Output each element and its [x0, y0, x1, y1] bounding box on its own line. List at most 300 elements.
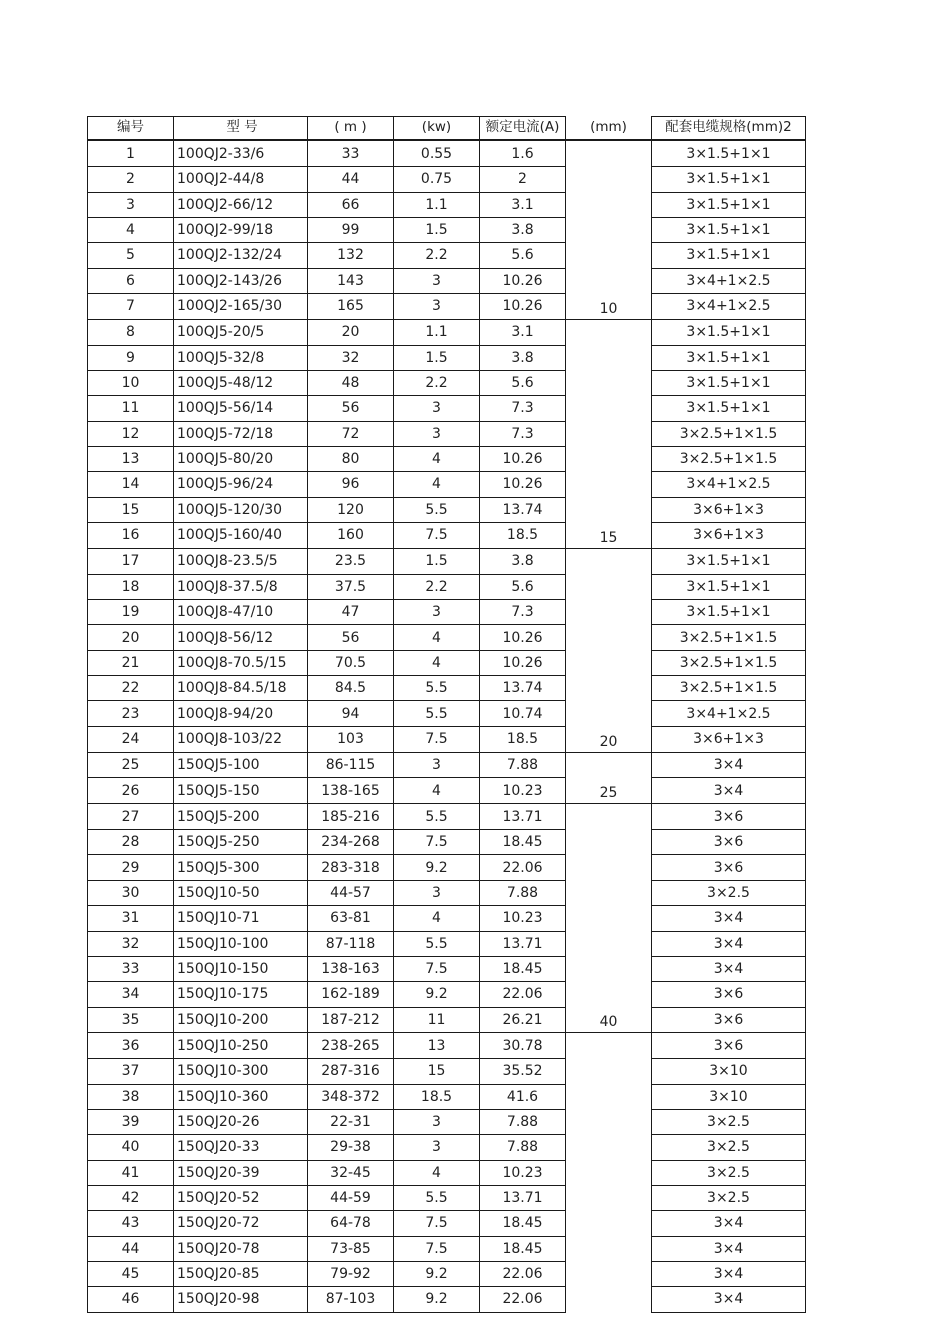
power-cell: 3 — [394, 421, 480, 446]
well-diameter-cell — [566, 1135, 652, 1160]
model-cell: 150QJ20-52 — [174, 1185, 308, 1210]
head-cell: 120 — [308, 497, 394, 522]
well-diameter-cell — [566, 931, 652, 956]
table-row — [88, 830, 806, 855]
current-cell: 10.26 — [480, 625, 566, 650]
model-cell: 100QJ5-72/18 — [174, 421, 308, 446]
table-body — [88, 140, 806, 1312]
model-cell: 150QJ20-72 — [174, 1211, 308, 1236]
well-diameter-cell — [566, 982, 652, 1007]
well-diameter-cell — [566, 880, 652, 905]
model-cell: 150QJ20-39 — [174, 1160, 308, 1185]
model-cell: 150QJ10-360 — [174, 1084, 308, 1109]
row-number: 20 — [88, 625, 174, 650]
head-cell: 234-268 — [308, 830, 394, 855]
head-cell: 37.5 — [308, 574, 394, 599]
head-cell: 84.5 — [308, 676, 394, 701]
power-cell: 3 — [394, 1135, 480, 1160]
table-row — [88, 1084, 806, 1109]
row-number: 43 — [88, 1211, 174, 1236]
head-cell: 56 — [308, 625, 394, 650]
row-number: 8 — [88, 319, 174, 345]
power-cell: 5.5 — [394, 1185, 480, 1210]
cable-cell: 3×1.5+1×1 — [652, 167, 806, 192]
table-row — [88, 1059, 806, 1084]
table-row — [88, 370, 806, 395]
cable-cell: 3×1.5+1×1 — [652, 192, 806, 217]
cable-cell: 3×4 — [652, 752, 806, 778]
row-number: 21 — [88, 650, 174, 675]
current-cell: 18.45 — [480, 1211, 566, 1236]
model-cell: 100QJ2-165/30 — [174, 293, 308, 319]
model-cell: 150QJ10-71 — [174, 906, 308, 931]
cable-cell: 3×4 — [652, 1261, 806, 1286]
power-cell: 0.75 — [394, 167, 480, 192]
row-number: 25 — [88, 752, 174, 778]
head-cell: 160 — [308, 523, 394, 549]
row-number: 1 — [88, 140, 174, 166]
row-number: 3 — [88, 192, 174, 217]
current-cell: 10.23 — [480, 778, 566, 804]
table-row — [88, 1261, 806, 1286]
power-cell: 3 — [394, 293, 480, 319]
row-number: 19 — [88, 600, 174, 625]
model-cell: 100QJ8-56/12 — [174, 625, 308, 650]
model-cell: 150QJ10-300 — [174, 1059, 308, 1084]
well-diameter-cell — [566, 855, 652, 880]
model-cell: 150QJ5-100 — [174, 752, 308, 778]
model-cell: 100QJ5-96/24 — [174, 472, 308, 497]
cable-cell: 3×1.5+1×1 — [652, 217, 806, 242]
table-row — [88, 1033, 806, 1059]
model-cell: 100QJ8-84.5/18 — [174, 676, 308, 701]
table-row — [88, 446, 806, 471]
row-number: 18 — [88, 574, 174, 599]
well-diameter-cell — [566, 956, 652, 981]
current-cell: 5.6 — [480, 370, 566, 395]
row-number: 16 — [88, 523, 174, 549]
head-cell: 238-265 — [308, 1033, 394, 1059]
table-row — [88, 778, 806, 804]
row-number: 31 — [88, 906, 174, 931]
current-cell: 10.26 — [480, 268, 566, 293]
current-cell: 22.06 — [480, 1261, 566, 1286]
well-diameter-cell — [566, 497, 652, 522]
table-row — [88, 676, 806, 701]
table-row — [88, 1236, 806, 1261]
head-cell: 143 — [308, 268, 394, 293]
table-row — [88, 1211, 806, 1236]
power-cell: 1.5 — [394, 345, 480, 370]
power-cell: 5.5 — [394, 676, 480, 701]
power-cell: 11 — [394, 1007, 480, 1033]
well-diameter-cell — [566, 1261, 652, 1286]
current-cell: 18.5 — [480, 726, 566, 752]
current-cell: 7.88 — [480, 880, 566, 905]
table-row — [88, 293, 806, 319]
current-cell: 18.5 — [480, 523, 566, 549]
power-cell: 1.1 — [394, 192, 480, 217]
well-diameter-cell — [566, 548, 652, 574]
head-cell: 87-118 — [308, 931, 394, 956]
cable-cell: 3×6+1×3 — [652, 523, 806, 549]
power-cell: 7.5 — [394, 523, 480, 549]
power-cell: 3 — [394, 268, 480, 293]
table-row — [88, 880, 806, 905]
row-number: 36 — [88, 1033, 174, 1059]
well-diameter-cell — [566, 192, 652, 217]
head-cell: 73-85 — [308, 1236, 394, 1261]
cable-cell: 3×6 — [652, 830, 806, 855]
row-number: 35 — [88, 1007, 174, 1033]
cable-cell: 3×2.5 — [652, 880, 806, 905]
cable-cell: 3×1.5+1×1 — [652, 548, 806, 574]
power-cell: 4 — [394, 1160, 480, 1185]
table-row — [88, 1007, 806, 1033]
row-number: 30 — [88, 880, 174, 905]
well-diameter-cell — [566, 1160, 652, 1185]
row-number: 12 — [88, 421, 174, 446]
well-diameter-cell — [566, 1185, 652, 1210]
row-number: 33 — [88, 956, 174, 981]
current-cell: 26.21 — [480, 1007, 566, 1033]
current-cell: 30.78 — [480, 1033, 566, 1059]
model-cell: 150QJ20-26 — [174, 1109, 308, 1134]
model-cell: 100QJ5-80/20 — [174, 446, 308, 471]
row-number: 24 — [88, 726, 174, 752]
row-number: 6 — [88, 268, 174, 293]
power-cell: 4 — [394, 906, 480, 931]
power-cell: 5.5 — [394, 701, 480, 726]
power-cell: 4 — [394, 778, 480, 804]
power-cell: 5.5 — [394, 931, 480, 956]
current-cell: 10.26 — [480, 446, 566, 471]
table-row — [88, 931, 806, 956]
table-row — [88, 396, 806, 421]
row-number: 29 — [88, 855, 174, 880]
well-diameter-cell — [566, 752, 652, 778]
model-cell: 150QJ10-100 — [174, 931, 308, 956]
model-cell: 150QJ20-33 — [174, 1135, 308, 1160]
current-cell: 13.71 — [480, 931, 566, 956]
table-row — [88, 726, 806, 752]
head-cell: 44-57 — [308, 880, 394, 905]
table-row — [88, 906, 806, 931]
cable-cell: 3×4 — [652, 1287, 806, 1312]
model-cell: 150QJ5-200 — [174, 804, 308, 830]
model-cell: 150QJ10-50 — [174, 880, 308, 905]
current-cell: 3.1 — [480, 192, 566, 217]
power-cell: 3 — [394, 752, 480, 778]
well-diameter-cell — [566, 830, 652, 855]
well-diameter-cell — [566, 370, 652, 395]
head-cell: 185-216 — [308, 804, 394, 830]
cable-cell: 3×1.5+1×1 — [652, 319, 806, 345]
head-cell: 29-38 — [308, 1135, 394, 1160]
table-row — [88, 472, 806, 497]
well-diameter-cell — [566, 396, 652, 421]
cable-cell: 3×4 — [652, 778, 806, 804]
head-cell: 87-103 — [308, 1287, 394, 1312]
head-cell: 44 — [308, 167, 394, 192]
current-cell: 18.45 — [480, 956, 566, 981]
cable-cell: 3×6+1×3 — [652, 497, 806, 522]
well-diameter-cell: 10 — [566, 293, 652, 319]
table-row — [88, 804, 806, 830]
current-cell: 10.23 — [480, 1160, 566, 1185]
head-cell: 99 — [308, 217, 394, 242]
head-cell: 283-318 — [308, 855, 394, 880]
head-cell: 47 — [308, 600, 394, 625]
model-cell: 150QJ5-150 — [174, 778, 308, 804]
head-cell: 103 — [308, 726, 394, 752]
row-number: 39 — [88, 1109, 174, 1134]
model-cell: 100QJ5-32/8 — [174, 345, 308, 370]
header-cable: 配套电缆规格(mm)2 — [652, 117, 806, 141]
head-cell: 79-92 — [308, 1261, 394, 1286]
well-diameter-cell — [566, 1211, 652, 1236]
head-cell: 86-115 — [308, 752, 394, 778]
table-header — [88, 117, 806, 141]
power-cell: 4 — [394, 650, 480, 675]
current-cell: 13.71 — [480, 804, 566, 830]
current-cell: 10.74 — [480, 701, 566, 726]
well-diameter-cell — [566, 804, 652, 830]
current-cell: 7.3 — [480, 396, 566, 421]
current-cell: 13.74 — [480, 676, 566, 701]
cable-cell: 3×1.5+1×1 — [652, 396, 806, 421]
power-cell: 7.5 — [394, 726, 480, 752]
well-diameter-cell — [566, 472, 652, 497]
row-number: 15 — [88, 497, 174, 522]
header-row — [88, 117, 806, 141]
cable-cell: 3×2.5 — [652, 1135, 806, 1160]
model-cell: 100QJ2-44/8 — [174, 167, 308, 192]
table-row — [88, 243, 806, 268]
well-diameter-cell: 40 — [566, 1007, 652, 1033]
head-cell: 63-81 — [308, 906, 394, 931]
power-cell: 9.2 — [394, 982, 480, 1007]
head-cell: 56 — [308, 396, 394, 421]
well-diameter-cell — [566, 243, 652, 268]
power-cell: 13 — [394, 1033, 480, 1059]
pump-spec-table — [87, 116, 806, 1313]
table-row — [88, 167, 806, 192]
table-row — [88, 268, 806, 293]
header-power: (kw) — [394, 117, 480, 141]
well-diameter-cell — [566, 421, 652, 446]
cable-cell: 3×4+1×2.5 — [652, 701, 806, 726]
model-cell: 100QJ8-37.5/8 — [174, 574, 308, 599]
power-cell: 18.5 — [394, 1084, 480, 1109]
cable-cell: 3×2.5+1×1.5 — [652, 446, 806, 471]
row-number: 34 — [88, 982, 174, 1007]
current-cell: 18.45 — [480, 1236, 566, 1261]
model-cell: 150QJ20-85 — [174, 1261, 308, 1286]
header-well-diameter: (mm) — [566, 117, 652, 141]
model-cell: 150QJ5-250 — [174, 830, 308, 855]
current-cell: 5.6 — [480, 574, 566, 599]
row-number: 2 — [88, 167, 174, 192]
head-cell: 287-316 — [308, 1059, 394, 1084]
model-cell: 100QJ5-120/30 — [174, 497, 308, 522]
cable-cell: 3×1.5+1×1 — [652, 243, 806, 268]
head-cell: 165 — [308, 293, 394, 319]
current-cell: 3.8 — [480, 217, 566, 242]
head-cell: 70.5 — [308, 650, 394, 675]
power-cell: 2.2 — [394, 370, 480, 395]
cable-cell: 3×2.5+1×1.5 — [652, 650, 806, 675]
head-cell: 64-78 — [308, 1211, 394, 1236]
model-cell: 100QJ8-70.5/15 — [174, 650, 308, 675]
well-diameter-cell — [566, 1033, 652, 1059]
row-number: 11 — [88, 396, 174, 421]
cable-cell: 3×2.5 — [652, 1160, 806, 1185]
current-cell: 7.3 — [480, 600, 566, 625]
table-row — [88, 523, 806, 549]
cable-cell: 3×2.5+1×1.5 — [652, 676, 806, 701]
power-cell: 4 — [394, 446, 480, 471]
table-row — [88, 1109, 806, 1134]
cable-cell: 3×6 — [652, 855, 806, 880]
cable-cell: 3×6+1×3 — [652, 726, 806, 752]
well-diameter-cell — [566, 625, 652, 650]
table-row — [88, 1185, 806, 1210]
well-diameter-cell — [566, 676, 652, 701]
head-cell: 72 — [308, 421, 394, 446]
current-cell: 3.8 — [480, 345, 566, 370]
row-number: 26 — [88, 778, 174, 804]
table-row — [88, 625, 806, 650]
row-number: 41 — [88, 1160, 174, 1185]
power-cell: 2.2 — [394, 243, 480, 268]
well-diameter-cell: 25 — [566, 778, 652, 804]
power-cell: 15 — [394, 1059, 480, 1084]
current-cell: 35.52 — [480, 1059, 566, 1084]
power-cell: 4 — [394, 472, 480, 497]
current-cell: 3.8 — [480, 548, 566, 574]
table-row — [88, 421, 806, 446]
row-number: 10 — [88, 370, 174, 395]
cable-cell: 3×4 — [652, 956, 806, 981]
table-row — [88, 574, 806, 599]
model-cell: 100QJ8-103/22 — [174, 726, 308, 752]
current-cell: 7.88 — [480, 1135, 566, 1160]
table-row — [88, 345, 806, 370]
row-number: 9 — [88, 345, 174, 370]
cable-cell: 3×6 — [652, 1033, 806, 1059]
head-cell: 33 — [308, 140, 394, 166]
well-diameter-cell — [566, 217, 652, 242]
model-cell: 100QJ2-132/24 — [174, 243, 308, 268]
current-cell: 10.26 — [480, 650, 566, 675]
model-cell: 150QJ20-78 — [174, 1236, 308, 1261]
well-diameter-cell: 15 — [566, 523, 652, 549]
row-number: 45 — [88, 1261, 174, 1286]
model-cell: 150QJ10-250 — [174, 1033, 308, 1059]
current-cell: 1.6 — [480, 140, 566, 166]
cable-cell: 3×2.5+1×1.5 — [652, 421, 806, 446]
model-cell: 100QJ8-94/20 — [174, 701, 308, 726]
cable-cell: 3×4+1×2.5 — [652, 472, 806, 497]
model-cell: 100QJ5-56/14 — [174, 396, 308, 421]
table-row — [88, 217, 806, 242]
row-number: 32 — [88, 931, 174, 956]
power-cell: 3 — [394, 880, 480, 905]
head-cell: 94 — [308, 701, 394, 726]
well-diameter-cell — [566, 140, 652, 166]
well-diameter-cell: 20 — [566, 726, 652, 752]
current-cell: 13.74 — [480, 497, 566, 522]
head-cell: 32-45 — [308, 1160, 394, 1185]
cable-cell: 3×1.5+1×1 — [652, 345, 806, 370]
well-diameter-cell — [566, 345, 652, 370]
well-diameter-cell — [566, 268, 652, 293]
power-cell: 1.5 — [394, 217, 480, 242]
power-cell: 9.2 — [394, 855, 480, 880]
well-diameter-cell — [566, 1236, 652, 1261]
power-cell: 3 — [394, 396, 480, 421]
power-cell: 9.2 — [394, 1261, 480, 1286]
cable-cell: 3×2.5+1×1.5 — [652, 625, 806, 650]
cable-cell: 3×4 — [652, 906, 806, 931]
cable-cell: 3×1.5+1×1 — [652, 370, 806, 395]
table-row — [88, 701, 806, 726]
head-cell: 132 — [308, 243, 394, 268]
current-cell: 2 — [480, 167, 566, 192]
table-row — [88, 192, 806, 217]
head-cell: 138-165 — [308, 778, 394, 804]
cable-cell: 3×6 — [652, 982, 806, 1007]
table-row — [88, 956, 806, 981]
current-cell: 7.88 — [480, 752, 566, 778]
model-cell: 100QJ5-20/5 — [174, 319, 308, 345]
row-number: 14 — [88, 472, 174, 497]
well-diameter-cell — [566, 1109, 652, 1134]
table-row — [88, 855, 806, 880]
current-cell: 18.45 — [480, 830, 566, 855]
cable-cell: 3×10 — [652, 1084, 806, 1109]
power-cell: 1.5 — [394, 548, 480, 574]
current-cell: 22.06 — [480, 982, 566, 1007]
model-cell: 150QJ10-175 — [174, 982, 308, 1007]
model-cell: 150QJ5-300 — [174, 855, 308, 880]
table-row — [88, 982, 806, 1007]
cable-cell: 3×6 — [652, 1007, 806, 1033]
model-cell: 150QJ20-98 — [174, 1287, 308, 1312]
head-cell: 96 — [308, 472, 394, 497]
table-row — [88, 752, 806, 778]
cable-cell: 3×2.5 — [652, 1185, 806, 1210]
power-cell: 7.5 — [394, 956, 480, 981]
well-diameter-cell — [566, 701, 652, 726]
head-cell: 44-59 — [308, 1185, 394, 1210]
model-cell: 100QJ8-23.5/5 — [174, 548, 308, 574]
row-number: 38 — [88, 1084, 174, 1109]
table-row — [88, 1287, 806, 1312]
power-cell: 7.5 — [394, 1211, 480, 1236]
well-diameter-cell — [566, 574, 652, 599]
cable-cell: 3×1.5+1×1 — [652, 574, 806, 599]
row-number: 40 — [88, 1135, 174, 1160]
well-diameter-cell — [566, 1059, 652, 1084]
power-cell: 5.5 — [394, 804, 480, 830]
table-row — [88, 1135, 806, 1160]
header-model: 型 号 — [174, 117, 308, 141]
head-cell: 348-372 — [308, 1084, 394, 1109]
model-cell: 150QJ10-200 — [174, 1007, 308, 1033]
cable-cell: 3×4 — [652, 1211, 806, 1236]
